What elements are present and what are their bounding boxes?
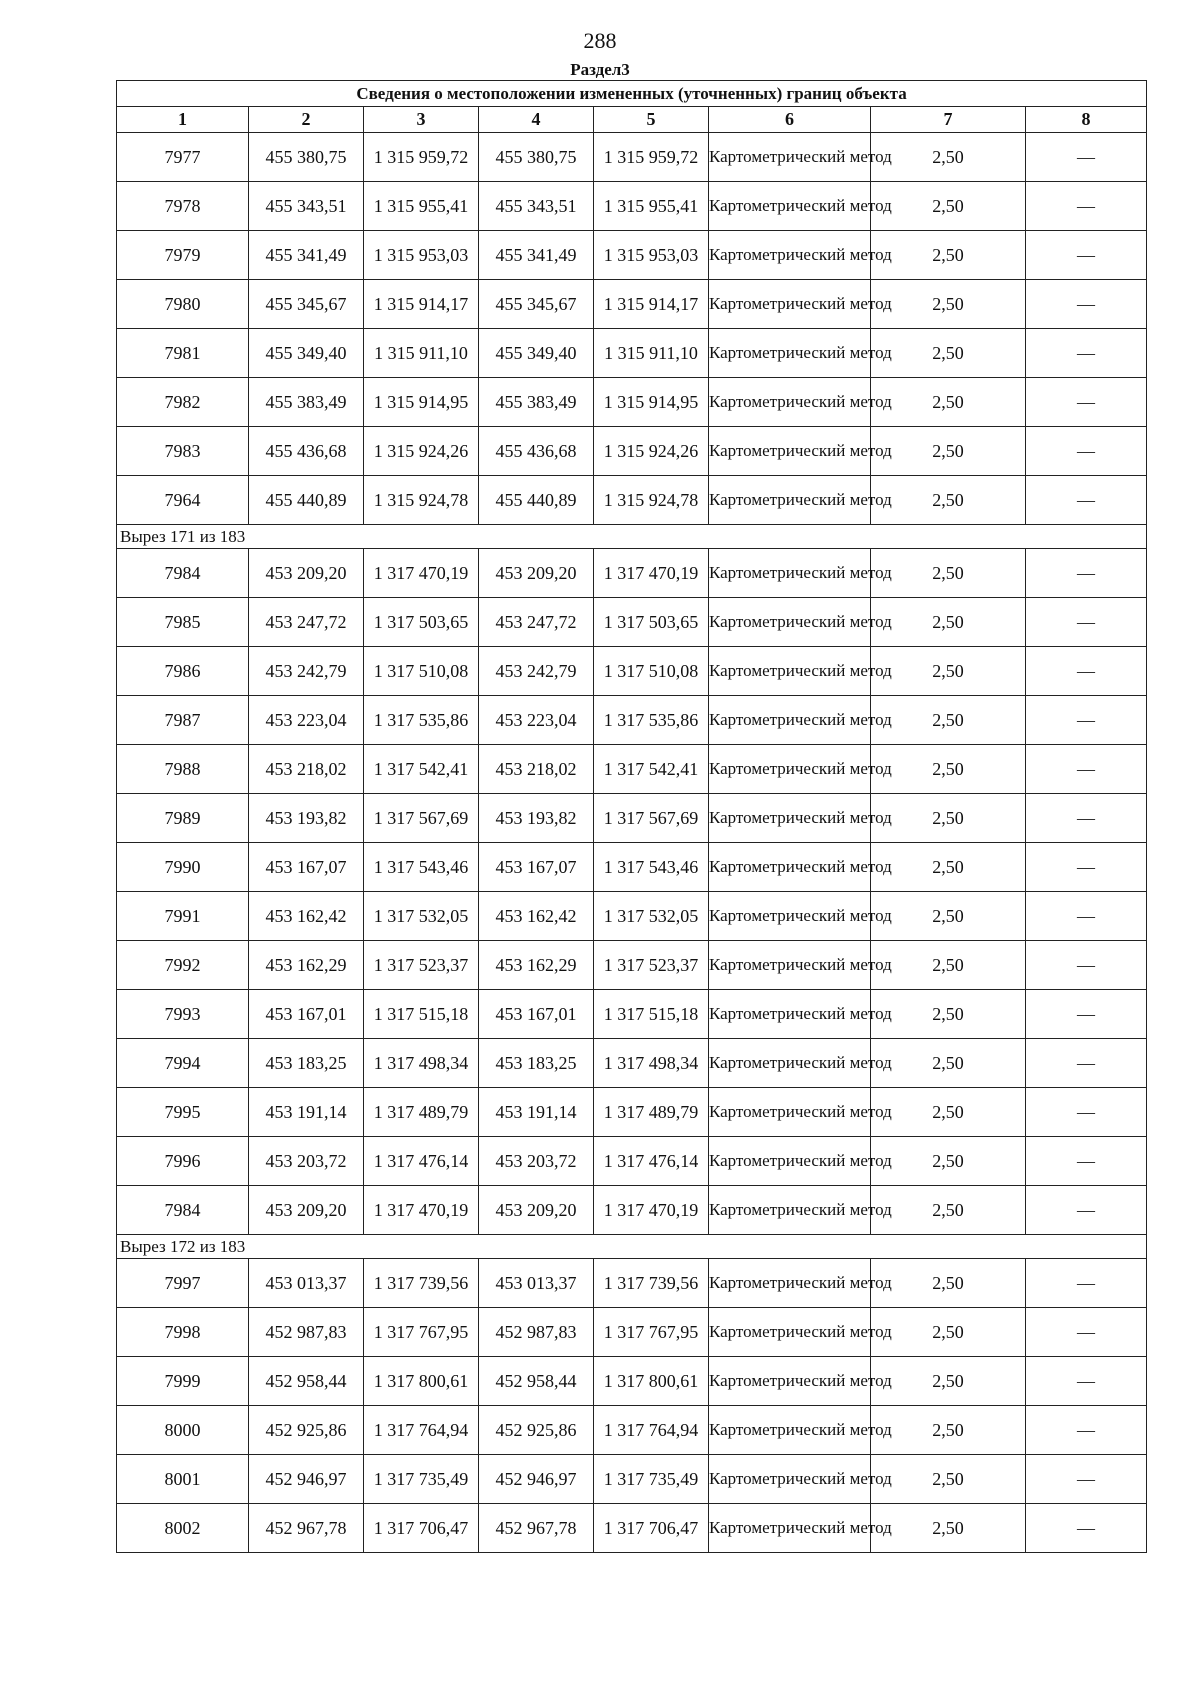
note-cell: — — [1026, 427, 1147, 476]
y-new-cell: 1 317 498,34 — [594, 1039, 709, 1088]
y-old-cell: 1 317 706,47 — [364, 1504, 479, 1553]
x-new-cell: 453 193,82 — [479, 794, 594, 843]
note-cell: — — [1026, 549, 1147, 598]
table-row — [117, 1504, 1147, 1553]
point-number-cell: 7997 — [117, 1259, 249, 1308]
x-new-cell: 452 946,97 — [479, 1455, 594, 1504]
column-header: 7 — [871, 107, 1026, 133]
y-new-cell: 1 315 924,26 — [594, 427, 709, 476]
note-cell: — — [1026, 696, 1147, 745]
y-old-cell: 1 317 735,49 — [364, 1455, 479, 1504]
method-cell: Картометрический метод — [709, 990, 871, 1039]
method-cell: Картометрический метод — [709, 696, 871, 745]
point-number-cell: 8001 — [117, 1455, 249, 1504]
point-number-cell: 7998 — [117, 1308, 249, 1357]
table-row — [117, 1088, 1147, 1137]
precision-cell: 2,50 — [871, 1406, 1026, 1455]
x-new-cell: 453 247,72 — [479, 598, 594, 647]
x-old-cell: 453 167,01 — [249, 990, 364, 1039]
point-number-cell: 7983 — [117, 427, 249, 476]
method-cell: Картометрический метод — [709, 1259, 871, 1308]
x-new-cell: 453 203,72 — [479, 1137, 594, 1186]
table-row — [117, 892, 1147, 941]
method-cell: Картометрический метод — [709, 1308, 871, 1357]
x-new-cell: 452 987,83 — [479, 1308, 594, 1357]
precision-cell: 2,50 — [871, 329, 1026, 378]
y-new-cell: 1 317 800,61 — [594, 1357, 709, 1406]
method-cell: Картометрический метод — [709, 745, 871, 794]
point-number-cell: 7977 — [117, 133, 249, 182]
y-new-cell: 1 317 739,56 — [594, 1259, 709, 1308]
method-cell: Картометрический метод — [709, 1039, 871, 1088]
x-new-cell: 455 341,49 — [479, 231, 594, 280]
x-old-cell: 453 209,20 — [249, 1186, 364, 1235]
y-old-cell: 1 317 532,05 — [364, 892, 479, 941]
x-old-cell: 455 343,51 — [249, 182, 364, 231]
point-number-cell: 8002 — [117, 1504, 249, 1553]
note-cell: — — [1026, 182, 1147, 231]
precision-cell: 2,50 — [871, 427, 1026, 476]
y-old-cell: 1 317 515,18 — [364, 990, 479, 1039]
point-number-cell: 7979 — [117, 231, 249, 280]
method-cell: Картометрический метод — [709, 1137, 871, 1186]
note-cell: — — [1026, 843, 1147, 892]
x-new-cell: 453 013,37 — [479, 1259, 594, 1308]
table-row — [117, 329, 1147, 378]
y-old-cell: 1 317 476,14 — [364, 1137, 479, 1186]
x-old-cell: 455 436,68 — [249, 427, 364, 476]
x-old-cell: 453 203,72 — [249, 1137, 364, 1186]
note-cell: — — [1026, 1504, 1147, 1553]
x-new-cell: 455 440,89 — [479, 476, 594, 525]
y-new-cell: 1 317 543,46 — [594, 843, 709, 892]
method-cell: Картометрический метод — [709, 647, 871, 696]
precision-cell: 2,50 — [871, 696, 1026, 745]
y-old-cell: 1 315 953,03 — [364, 231, 479, 280]
note-cell: — — [1026, 378, 1147, 427]
table-row — [117, 427, 1147, 476]
point-number-cell: 7985 — [117, 598, 249, 647]
note-cell: — — [1026, 329, 1147, 378]
note-cell: — — [1026, 794, 1147, 843]
x-old-cell: 455 345,67 — [249, 280, 364, 329]
method-cell: Картометрический метод — [709, 549, 871, 598]
precision-cell: 2,50 — [871, 1259, 1026, 1308]
note-cell: — — [1026, 1137, 1147, 1186]
x-new-cell: 453 183,25 — [479, 1039, 594, 1088]
point-number-cell: 7984 — [117, 549, 249, 598]
method-cell: Картометрический метод — [709, 794, 871, 843]
table-row — [117, 647, 1147, 696]
method-cell: Картометрический метод — [709, 892, 871, 941]
table-row — [117, 598, 1147, 647]
note-cell: — — [1026, 280, 1147, 329]
x-old-cell: 453 162,29 — [249, 941, 364, 990]
point-number-cell: 7994 — [117, 1039, 249, 1088]
y-new-cell: 1 317 567,69 — [594, 794, 709, 843]
x-new-cell: 453 167,07 — [479, 843, 594, 892]
point-number-cell: 7993 — [117, 990, 249, 1039]
y-new-cell: 1 317 767,95 — [594, 1308, 709, 1357]
method-cell: Картометрический метод — [709, 1406, 871, 1455]
x-old-cell: 455 380,75 — [249, 133, 364, 182]
precision-cell: 2,50 — [871, 1455, 1026, 1504]
y-old-cell: 1 317 489,79 — [364, 1088, 479, 1137]
precision-cell: 2,50 — [871, 843, 1026, 892]
column-header: 1 — [117, 107, 249, 133]
y-new-cell: 1 317 535,86 — [594, 696, 709, 745]
y-new-cell: 1 315 914,17 — [594, 280, 709, 329]
y-old-cell: 1 317 542,41 — [364, 745, 479, 794]
y-old-cell: 1 317 764,94 — [364, 1406, 479, 1455]
y-old-cell: 1 315 924,26 — [364, 427, 479, 476]
table-row — [117, 794, 1147, 843]
point-number-cell: 7990 — [117, 843, 249, 892]
x-old-cell: 453 209,20 — [249, 549, 364, 598]
table-row — [117, 1357, 1147, 1406]
x-old-cell: 452 946,97 — [249, 1455, 364, 1504]
table-row — [117, 133, 1147, 182]
x-new-cell: 455 436,68 — [479, 427, 594, 476]
y-old-cell: 1 315 924,78 — [364, 476, 479, 525]
y-old-cell: 1 317 470,19 — [364, 549, 479, 598]
precision-cell: 2,50 — [871, 1088, 1026, 1137]
y-new-cell: 1 315 953,03 — [594, 231, 709, 280]
precision-cell: 2,50 — [871, 745, 1026, 794]
method-cell: Картометрический метод — [709, 133, 871, 182]
y-old-cell: 1 315 914,17 — [364, 280, 479, 329]
column-header: 8 — [1026, 107, 1147, 133]
note-cell: — — [1026, 598, 1147, 647]
point-number-cell: 7987 — [117, 696, 249, 745]
precision-cell: 2,50 — [871, 476, 1026, 525]
table-row — [117, 1308, 1147, 1357]
note-cell: — — [1026, 1186, 1147, 1235]
table-row — [117, 990, 1147, 1039]
x-old-cell: 452 925,86 — [249, 1406, 364, 1455]
section-title: Раздел3 — [570, 60, 630, 79]
y-old-cell: 1 317 510,08 — [364, 647, 479, 696]
y-old-cell: 1 317 523,37 — [364, 941, 479, 990]
y-old-cell: 1 317 739,56 — [364, 1259, 479, 1308]
precision-cell: 2,50 — [871, 280, 1026, 329]
point-number-cell: 8000 — [117, 1406, 249, 1455]
y-new-cell: 1 317 515,18 — [594, 990, 709, 1039]
table-row — [117, 1039, 1147, 1088]
precision-cell: 2,50 — [871, 549, 1026, 598]
x-new-cell: 453 223,04 — [479, 696, 594, 745]
point-number-cell: 7986 — [117, 647, 249, 696]
note-cell: — — [1026, 1088, 1147, 1137]
x-new-cell: 455 345,67 — [479, 280, 594, 329]
table-row — [117, 1137, 1147, 1186]
group-label-row — [117, 525, 1147, 549]
x-old-cell: 453 167,07 — [249, 843, 364, 892]
point-number-cell: 7991 — [117, 892, 249, 941]
column-header: 3 — [364, 107, 479, 133]
table-row — [117, 280, 1147, 329]
note-cell: — — [1026, 892, 1147, 941]
x-old-cell: 453 218,02 — [249, 745, 364, 794]
point-number-cell: 7999 — [117, 1357, 249, 1406]
note-cell: — — [1026, 1357, 1147, 1406]
y-old-cell: 1 317 503,65 — [364, 598, 479, 647]
x-old-cell: 453 162,42 — [249, 892, 364, 941]
note-cell: — — [1026, 745, 1147, 794]
x-old-cell: 452 958,44 — [249, 1357, 364, 1406]
x-old-cell: 455 383,49 — [249, 378, 364, 427]
point-number-cell: 7981 — [117, 329, 249, 378]
table-row — [117, 182, 1147, 231]
y-old-cell: 1 315 911,10 — [364, 329, 479, 378]
y-new-cell: 1 315 911,10 — [594, 329, 709, 378]
y-old-cell: 1 317 535,86 — [364, 696, 479, 745]
precision-cell: 2,50 — [871, 378, 1026, 427]
coordinates-table — [116, 80, 1147, 1553]
method-cell: Картометрический метод — [709, 231, 871, 280]
x-new-cell: 453 209,20 — [479, 1186, 594, 1235]
x-old-cell: 453 247,72 — [249, 598, 364, 647]
point-number-cell: 7982 — [117, 378, 249, 427]
y-new-cell: 1 315 959,72 — [594, 133, 709, 182]
x-new-cell: 453 218,02 — [479, 745, 594, 794]
y-old-cell: 1 317 567,69 — [364, 794, 479, 843]
table-row — [117, 378, 1147, 427]
x-new-cell: 453 167,01 — [479, 990, 594, 1039]
method-cell: Картометрический метод — [709, 476, 871, 525]
y-old-cell: 1 317 543,46 — [364, 843, 479, 892]
method-cell: Картометрический метод — [709, 598, 871, 647]
note-cell: — — [1026, 133, 1147, 182]
method-cell: Картометрический метод — [709, 843, 871, 892]
y-old-cell: 1 315 914,95 — [364, 378, 479, 427]
note-cell: — — [1026, 1259, 1147, 1308]
y-new-cell: 1 317 476,14 — [594, 1137, 709, 1186]
column-header: 5 — [594, 107, 709, 133]
note-cell: — — [1026, 1406, 1147, 1455]
table-row — [117, 696, 1147, 745]
note-cell: — — [1026, 476, 1147, 525]
method-cell: Картометрический метод — [709, 1186, 871, 1235]
precision-cell: 2,50 — [871, 892, 1026, 941]
table-row — [117, 745, 1147, 794]
table-row — [117, 549, 1147, 598]
table-row — [117, 1186, 1147, 1235]
method-cell: Картометрический метод — [709, 280, 871, 329]
x-new-cell: 453 162,29 — [479, 941, 594, 990]
precision-cell: 2,50 — [871, 1504, 1026, 1553]
point-number-cell: 7980 — [117, 280, 249, 329]
table-caption: Сведения о местоположении измененных (уточненных) границ объекта — [117, 81, 1147, 107]
point-number-cell: 7992 — [117, 941, 249, 990]
table-row — [117, 476, 1147, 525]
table-row — [117, 941, 1147, 990]
note-cell: — — [1026, 990, 1147, 1039]
y-new-cell: 1 317 735,49 — [594, 1455, 709, 1504]
precision-cell: 2,50 — [871, 794, 1026, 843]
x-new-cell: 453 162,42 — [479, 892, 594, 941]
y-new-cell: 1 317 764,94 — [594, 1406, 709, 1455]
method-cell: Картометрический метод — [709, 182, 871, 231]
precision-cell: 2,50 — [871, 133, 1026, 182]
table-caption-row — [117, 81, 1147, 107]
x-new-cell: 455 383,49 — [479, 378, 594, 427]
precision-cell: 2,50 — [871, 941, 1026, 990]
y-new-cell: 1 317 532,05 — [594, 892, 709, 941]
x-old-cell: 453 223,04 — [249, 696, 364, 745]
x-old-cell: 453 242,79 — [249, 647, 364, 696]
y-new-cell: 1 315 955,41 — [594, 182, 709, 231]
table-row — [117, 231, 1147, 280]
y-old-cell: 1 317 498,34 — [364, 1039, 479, 1088]
precision-cell: 2,50 — [871, 598, 1026, 647]
x-new-cell: 453 209,20 — [479, 549, 594, 598]
table-row — [117, 843, 1147, 892]
point-number-cell: 7989 — [117, 794, 249, 843]
x-old-cell: 452 987,83 — [249, 1308, 364, 1357]
x-new-cell: 452 925,86 — [479, 1406, 594, 1455]
column-header: 6 — [709, 107, 871, 133]
page-number: 288 — [583, 28, 617, 53]
x-old-cell: 453 193,82 — [249, 794, 364, 843]
x-new-cell: 452 967,78 — [479, 1504, 594, 1553]
note-cell: — — [1026, 1308, 1147, 1357]
table-row — [117, 1455, 1147, 1504]
precision-cell: 2,50 — [871, 1308, 1026, 1357]
x-new-cell: 452 958,44 — [479, 1357, 594, 1406]
x-old-cell: 455 440,89 — [249, 476, 364, 525]
point-number-cell: 7995 — [117, 1088, 249, 1137]
table-row — [117, 1406, 1147, 1455]
x-new-cell: 453 191,14 — [479, 1088, 594, 1137]
y-old-cell: 1 315 959,72 — [364, 133, 479, 182]
y-new-cell: 1 315 914,95 — [594, 378, 709, 427]
group-label-row — [117, 1235, 1147, 1259]
point-number-cell: 7964 — [117, 476, 249, 525]
x-new-cell: 453 242,79 — [479, 647, 594, 696]
precision-cell: 2,50 — [871, 1039, 1026, 1088]
precision-cell: 2,50 — [871, 182, 1026, 231]
x-old-cell: 455 349,40 — [249, 329, 364, 378]
y-old-cell: 1 317 800,61 — [364, 1357, 479, 1406]
x-new-cell: 455 343,51 — [479, 182, 594, 231]
table-row — [117, 1259, 1147, 1308]
precision-cell: 2,50 — [871, 1137, 1026, 1186]
method-cell: Картометрический метод — [709, 1455, 871, 1504]
y-old-cell: 1 317 767,95 — [364, 1308, 479, 1357]
method-cell: Картометрический метод — [709, 1357, 871, 1406]
group-label: Вырез 172 из 183 — [117, 1235, 1147, 1259]
x-old-cell: 455 341,49 — [249, 231, 364, 280]
y-new-cell: 1 317 542,41 — [594, 745, 709, 794]
y-new-cell: 1 317 470,19 — [594, 549, 709, 598]
point-number-cell: 7996 — [117, 1137, 249, 1186]
x-old-cell: 453 013,37 — [249, 1259, 364, 1308]
y-new-cell: 1 317 489,79 — [594, 1088, 709, 1137]
x-old-cell: 452 967,78 — [249, 1504, 364, 1553]
precision-cell: 2,50 — [871, 231, 1026, 280]
note-cell: — — [1026, 231, 1147, 280]
note-cell: — — [1026, 647, 1147, 696]
method-cell: Картометрический метод — [709, 1504, 871, 1553]
precision-cell: 2,50 — [871, 990, 1026, 1039]
column-header: 2 — [249, 107, 364, 133]
precision-cell: 2,50 — [871, 647, 1026, 696]
precision-cell: 2,50 — [871, 1186, 1026, 1235]
y-old-cell: 1 315 955,41 — [364, 182, 479, 231]
x-new-cell: 455 380,75 — [479, 133, 594, 182]
column-header: 4 — [479, 107, 594, 133]
table-body — [117, 133, 1147, 1553]
y-old-cell: 1 317 470,19 — [364, 1186, 479, 1235]
point-number-cell: 7978 — [117, 182, 249, 231]
point-number-cell: 7988 — [117, 745, 249, 794]
method-cell: Картометрический метод — [709, 329, 871, 378]
y-new-cell: 1 317 503,65 — [594, 598, 709, 647]
x-old-cell: 453 191,14 — [249, 1088, 364, 1137]
note-cell: — — [1026, 1039, 1147, 1088]
method-cell: Картометрический метод — [709, 941, 871, 990]
method-cell: Картометрический метод — [709, 1088, 871, 1137]
x-old-cell: 453 183,25 — [249, 1039, 364, 1088]
y-new-cell: 1 317 523,37 — [594, 941, 709, 990]
method-cell: Картометрический метод — [709, 378, 871, 427]
y-new-cell: 1 317 510,08 — [594, 647, 709, 696]
x-new-cell: 455 349,40 — [479, 329, 594, 378]
y-new-cell: 1 315 924,78 — [594, 476, 709, 525]
point-number-cell: 7984 — [117, 1186, 249, 1235]
precision-cell: 2,50 — [871, 1357, 1026, 1406]
note-cell: — — [1026, 1455, 1147, 1504]
y-new-cell: 1 317 706,47 — [594, 1504, 709, 1553]
note-cell: — — [1026, 941, 1147, 990]
table-header-row — [117, 107, 1147, 133]
group-label: Вырез 171 из 183 — [117, 525, 1147, 549]
y-new-cell: 1 317 470,19 — [594, 1186, 709, 1235]
method-cell: Картометрический метод — [709, 427, 871, 476]
